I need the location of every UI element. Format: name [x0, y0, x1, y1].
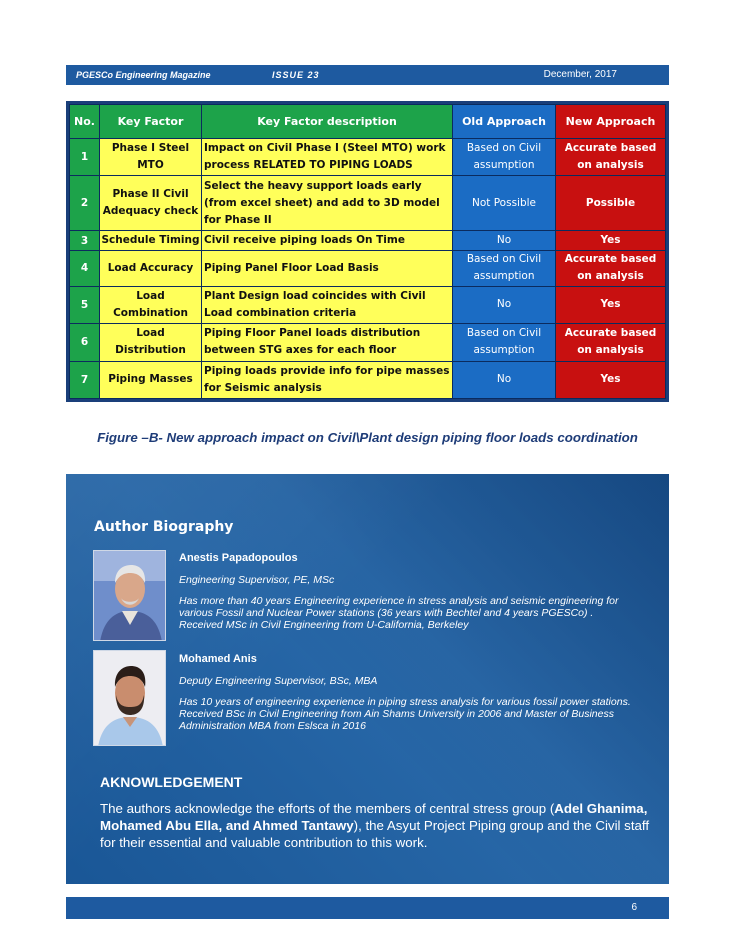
ack-text-pre: The authors acknowledge the efforts of the members of central stress group (: [100, 801, 555, 816]
header-no: No.: [70, 105, 100, 139]
author-name: Anestis Papadopoulos: [179, 552, 298, 564]
header-new-approach: New Approach: [556, 105, 666, 139]
cell-key-factor: Schedule Timing: [100, 231, 202, 251]
cell-old-approach: No: [453, 231, 556, 251]
table-row: [70, 361, 666, 398]
cell-key-factor: Phase I Steel MTO: [100, 139, 202, 176]
author-biography-panel: [66, 474, 669, 884]
ack-text-post: ), the Asyut Project Piping group and the Civil staff for their essential and valuable contribution to this work.: [100, 818, 650, 850]
cell-old-approach: Based on Civil assumption: [453, 251, 556, 286]
cell-no: 6: [70, 324, 100, 361]
cell-new-approach: Accurate based on analysis: [556, 139, 666, 176]
cell-description: Select the heavy support loads early (from excel sheet) and add to 3D model for Phase II: [202, 176, 453, 231]
cell-old-approach: Based on Civil assumption: [453, 324, 556, 361]
cell-new-approach: Yes: [556, 286, 666, 323]
header-old-approach: Old Approach: [453, 105, 556, 139]
table-row: [70, 324, 666, 361]
cell-new-approach: Accurate based on analysis: [556, 324, 666, 361]
table-row: [70, 251, 666, 286]
cell-new-approach: Accurate based on analysis: [556, 251, 666, 286]
acknowledgement-text: [100, 800, 660, 851]
cell-no: 5: [70, 286, 100, 323]
cell-new-approach: Yes: [556, 231, 666, 251]
author-photo-anis: [93, 650, 166, 746]
issue-label: ISSUE 23: [272, 70, 320, 80]
cell-old-approach: Not Possible: [453, 176, 556, 231]
table-row: [70, 139, 666, 176]
cell-new-approach: Possible: [556, 176, 666, 231]
table-row: [70, 231, 666, 251]
key-factor-table: [69, 104, 666, 399]
table-row: [70, 176, 666, 231]
page-number: 6: [631, 902, 637, 913]
cell-old-approach: No: [453, 361, 556, 398]
author-name: Mohamed Anis: [179, 653, 257, 665]
table-row: [70, 286, 666, 323]
cell-description: Plant Design load coincides with Civil Load combination criteria: [202, 286, 453, 323]
author-role: Engineering Supervisor, PE, MSc: [179, 574, 335, 586]
cell-key-factor: Piping Masses: [100, 361, 202, 398]
cell-old-approach: No: [453, 286, 556, 323]
cell-description: Impact on Civil Phase I (Steel MTO) work process RELATED TO PIPING LOADS: [202, 139, 453, 176]
table-header-row: [70, 105, 666, 139]
author-role: Deputy Engineering Supervisor, BSc, MBA: [179, 675, 378, 687]
cell-no: 4: [70, 251, 100, 286]
cell-description: Piping loads provide info for pipe masses for Seismic analysis: [202, 361, 453, 398]
portrait-image: [94, 551, 166, 641]
cell-no: 1: [70, 139, 100, 176]
footer-bar: [66, 897, 669, 919]
author-entry: [179, 653, 639, 732]
figure-caption: Figure –B- New approach impact on Civil\Plant design piping floor loads coordination: [97, 430, 638, 445]
cell-description: Piping Panel Floor Load Basis: [202, 251, 453, 286]
cell-no: 2: [70, 176, 100, 231]
cell-key-factor: Load Combination: [100, 286, 202, 323]
cell-no: 7: [70, 361, 100, 398]
cell-key-factor: Load Accuracy: [100, 251, 202, 286]
cell-no: 3: [70, 231, 100, 251]
cell-key-factor: Load Distribution: [100, 324, 202, 361]
author-description: Has more than 40 years Engineering experience in stress analysis and seismic engineering for various Fossil and Nuclear Power stations (36 years with Bechtel and 4 years PGESCo) . Received MSc in Civil Engineering from U-California, Berkeley: [179, 595, 619, 631]
bio-title: Author Biography: [94, 519, 234, 535]
ack-text-names: Adel Ghanima, Mohamed Abu Ella, and Ahmed Tantawy: [100, 801, 648, 833]
header-bar: [66, 65, 669, 85]
issue-date: December, 2017: [543, 69, 617, 80]
magazine-title: PGESCo Engineering Magazine: [76, 70, 211, 80]
header-description: Key Factor description: [202, 105, 453, 139]
author-description: Has 10 years of engineering experience in piping stress analysis for various fossil power stations. Received BSc in Civil Engineering from Ain Shams University in 2006 and Master of Business Administration MBA from Eslsca in 2016: [179, 696, 631, 732]
cell-old-approach: Based on Civil assumption: [453, 139, 556, 176]
cell-description: Piping Floor Panel loads distribution between STG axes for each floor: [202, 324, 453, 361]
author-entry: [179, 552, 639, 631]
author-photo-papadopoulos: [93, 550, 166, 641]
acknowledgement-title: AKNOWLEDGEMENT: [100, 774, 243, 790]
cell-key-factor: Phase II Civil Adequacy check: [100, 176, 202, 231]
cell-new-approach: Yes: [556, 361, 666, 398]
header-key-factor: Key Factor: [100, 105, 202, 139]
cell-description: Civil receive piping loads On Time: [202, 231, 453, 251]
key-factor-table-frame: [66, 101, 669, 402]
portrait-image: [94, 651, 166, 746]
